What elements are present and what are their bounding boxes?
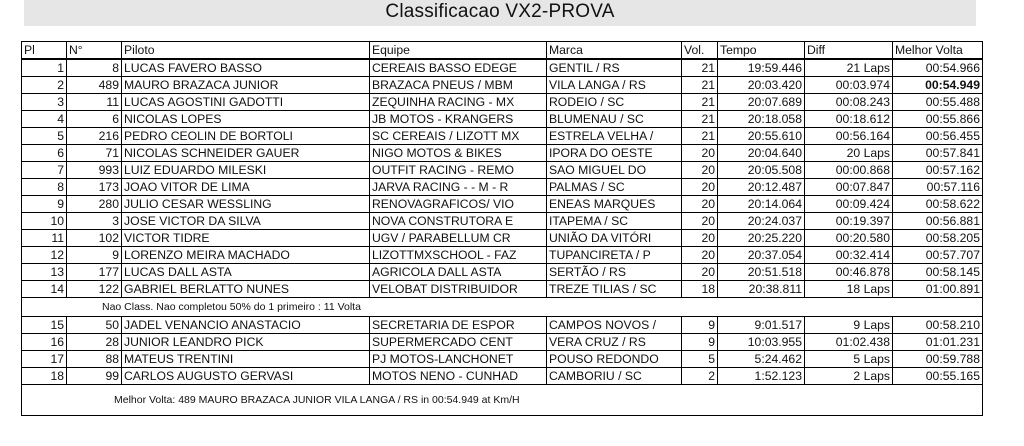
cell-laps: 20 (682, 179, 718, 196)
cell-team: RENOVAGRAFICOS/ VIO (370, 196, 547, 213)
cell-number: 177 (67, 264, 122, 281)
table-row (22, 94, 983, 111)
cell-brand: RODEIO / SC (547, 94, 682, 111)
cell-laps: 21 (682, 128, 718, 145)
cell-pilot: JULIO CESAR WESSLING (122, 196, 370, 213)
cell-number: 71 (67, 145, 122, 162)
cell-laps: 20 (682, 264, 718, 281)
cell-time: 20:12.487 (718, 179, 805, 196)
cell-pilot: MAURO BRAZACA JUNIOR (122, 77, 370, 94)
title-bar (24, 0, 976, 26)
cell-number: 993 (67, 162, 122, 179)
cell-position: 11 (22, 230, 67, 247)
footer-section (22, 385, 983, 416)
cell-laps: 20 (682, 162, 718, 179)
cell-team: ZEQUINHA RACING - MX (370, 94, 547, 111)
cell-position: 5 (22, 128, 67, 145)
cell-pilot: VICTOR TIDRE (122, 230, 370, 247)
cell-team: NIGO MOTOS & BIKES (370, 145, 547, 162)
cell-laps: 21 (682, 77, 718, 94)
table-row (22, 281, 983, 298)
cell-pilot: JUNIOR LEANDRO PICK (122, 334, 370, 351)
cell-best-lap: 00:54.949 (893, 77, 983, 94)
cell-diff: 00:07.847 (805, 179, 893, 196)
cell-laps: 9 (682, 317, 718, 334)
cell-diff: 00:09.424 (805, 196, 893, 213)
cell-brand: ESTRELA VELHA / (547, 128, 682, 145)
cell-pilot: JADEL VENANCIO ANASTACIO (122, 317, 370, 334)
cell-brand: ENEAS MARQUES (547, 196, 682, 213)
cell-brand: SAO MIGUEL DO (547, 162, 682, 179)
cell-best-lap: 00:54.966 (893, 59, 983, 77)
table-row (22, 213, 983, 230)
cell-brand: CAMBORIU / SC (547, 368, 682, 385)
cell-team: LIZOTTMXSCHOOL - FAZ (370, 247, 547, 264)
col-header-pl: Pl (22, 42, 67, 60)
table-row (22, 368, 983, 385)
cell-position: 13 (22, 264, 67, 281)
cell-diff: 5 Laps (805, 351, 893, 368)
cell-time: 20:55.610 (718, 128, 805, 145)
cell-brand: BLUMENAU / SC (547, 111, 682, 128)
cell-number: 6 (67, 111, 122, 128)
cell-best-lap: 00:58.210 (893, 317, 983, 334)
cell-time: 20:37.054 (718, 247, 805, 264)
cell-time: 20:07.689 (718, 94, 805, 111)
cell-pilot: GABRIEL BERLATTO NUNES (122, 281, 370, 298)
cell-best-lap: 00:57.162 (893, 162, 983, 179)
table-row (22, 77, 983, 94)
table-row (22, 179, 983, 196)
cell-brand: GENTIL / RS (547, 59, 682, 77)
cell-position: 9 (22, 196, 67, 213)
cell-best-lap: 01:00.891 (893, 281, 983, 298)
cell-brand: ITAPEMA / SC (547, 213, 682, 230)
cell-team: SECRETARIA DE ESPOR (370, 317, 547, 334)
cell-position: 17 (22, 351, 67, 368)
table-row (22, 230, 983, 247)
table-row (22, 351, 983, 368)
cell-brand: TUPANCIRETA / P (547, 247, 682, 264)
cell-best-lap: 00:56.455 (893, 128, 983, 145)
cell-brand: UNIÃO DA VITÓRI (547, 230, 682, 247)
cell-laps: 20 (682, 213, 718, 230)
cell-time: 20:05.508 (718, 162, 805, 179)
cell-number: 8 (67, 59, 122, 77)
col-header-brand: Marca (547, 42, 682, 60)
cell-diff: 00:46.878 (805, 264, 893, 281)
cell-team: PJ MOTOS-LANCHONET (370, 351, 547, 368)
cell-best-lap: 00:57.841 (893, 145, 983, 162)
cell-pilot: LUCAS DALL ASTA (122, 264, 370, 281)
table-row (22, 334, 983, 351)
cell-position: 8 (22, 179, 67, 196)
cell-laps: 21 (682, 111, 718, 128)
table-row (22, 162, 983, 179)
cell-pilot: CARLOS AUGUSTO GERVASI (122, 368, 370, 385)
cell-number: 280 (67, 196, 122, 213)
cell-diff: 00:00.868 (805, 162, 893, 179)
cell-position: 16 (22, 334, 67, 351)
results-table (21, 41, 983, 416)
cell-laps: 18 (682, 281, 718, 298)
table-row (22, 59, 983, 77)
cell-brand: TREZE TILIAS / SC (547, 281, 682, 298)
cell-time: 20:04.640 (718, 145, 805, 162)
note-section (22, 298, 983, 317)
table-row (22, 247, 983, 264)
cell-time: 19:59.446 (718, 59, 805, 77)
cell-time: 20:25.220 (718, 230, 805, 247)
cell-position: 18 (22, 368, 67, 385)
cell-time: 1:52.123 (718, 368, 805, 385)
col-header-pilot: Piloto (122, 42, 370, 60)
table-row (22, 111, 983, 128)
cell-pilot: LORENZO MEIRA MACHADO (122, 247, 370, 264)
cell-best-lap: 00:57.116 (893, 179, 983, 196)
cell-brand: VERA CRUZ / RS (547, 334, 682, 351)
cell-pilot: LUCAS FAVERO BASSO (122, 59, 370, 77)
cell-best-lap: 00:58.205 (893, 230, 983, 247)
cell-number: 216 (67, 128, 122, 145)
cell-best-lap: 01:01.231 (893, 334, 983, 351)
cell-position: 10 (22, 213, 67, 230)
cell-diff: 20 Laps (805, 145, 893, 162)
cell-diff: 00:20.580 (805, 230, 893, 247)
cell-brand: POUSO REDONDO (547, 351, 682, 368)
cell-best-lap: 00:57.707 (893, 247, 983, 264)
footer-row (22, 385, 983, 416)
col-header-number: N° (67, 42, 122, 60)
cell-time: 5:24.462 (718, 351, 805, 368)
cell-position: 1 (22, 59, 67, 77)
note-text: Nao Class. Nao completou 50% do 1 primeiro : 11 Volta (22, 298, 983, 317)
cell-number: 3 (67, 213, 122, 230)
cell-team: OUTFIT RACING - REMO (370, 162, 547, 179)
cell-pilot: LUIZ EDUARDO MILESKI (122, 162, 370, 179)
col-header-team: Equipe (370, 42, 547, 60)
col-header-best-lap: Melhor Volta (893, 42, 983, 60)
best-lap-summary: Melhor Volta: 489 MAURO BRAZACA JUNIOR VILA LANGA / RS in 00:54.949 at Km/H (22, 385, 983, 416)
cell-best-lap: 00:55.866 (893, 111, 983, 128)
col-header-time: Tempo (718, 42, 805, 60)
cell-pilot: PEDRO CEOLIN DE BORTOLI (122, 128, 370, 145)
cell-diff: 00:08.243 (805, 94, 893, 111)
cell-best-lap: 00:56.881 (893, 213, 983, 230)
cell-team: SC CEREAIS / LIZOTT MX (370, 128, 547, 145)
cell-best-lap: 00:55.165 (893, 368, 983, 385)
cell-diff: 2 Laps (805, 368, 893, 385)
cell-time: 9:01.517 (718, 317, 805, 334)
cell-best-lap: 00:58.145 (893, 264, 983, 281)
cell-team: NOVA CONSTRUTORA E (370, 213, 547, 230)
table-row (22, 196, 983, 213)
classified-rows (22, 59, 983, 298)
cell-pilot: NICOLAS LOPES (122, 111, 370, 128)
col-header-diff: Diff (805, 42, 893, 60)
cell-position: 6 (22, 145, 67, 162)
cell-position: 4 (22, 111, 67, 128)
cell-diff: 00:56.164 (805, 128, 893, 145)
cell-position: 14 (22, 281, 67, 298)
cell-number: 9 (67, 247, 122, 264)
cell-number: 50 (67, 317, 122, 334)
cell-number: 489 (67, 77, 122, 94)
table-row (22, 145, 983, 162)
cell-number: 28 (67, 334, 122, 351)
cell-diff: 18 Laps (805, 281, 893, 298)
cell-best-lap: 00:58.622 (893, 196, 983, 213)
table-row (22, 264, 983, 281)
cell-team: SUPERMERCADO CENT (370, 334, 547, 351)
cell-laps: 9 (682, 334, 718, 351)
cell-time: 10:03.955 (718, 334, 805, 351)
cell-time: 20:24.037 (718, 213, 805, 230)
cell-team: MOTOS NENO - CUNHAD (370, 368, 547, 385)
cell-position: 2 (22, 77, 67, 94)
cell-laps: 20 (682, 145, 718, 162)
table-row (22, 128, 983, 145)
cell-pilot: JOSE VICTOR DA SILVA (122, 213, 370, 230)
cell-time: 20:14.064 (718, 196, 805, 213)
cell-diff: 21 Laps (805, 59, 893, 77)
cell-number: 173 (67, 179, 122, 196)
cell-diff: 00:18.612 (805, 111, 893, 128)
cell-position: 7 (22, 162, 67, 179)
cell-team: JB MOTOS - KRANGERS (370, 111, 547, 128)
cell-team: UGV / PARABELLUM CR (370, 230, 547, 247)
cell-diff: 00:19.397 (805, 213, 893, 230)
cell-number: 102 (67, 230, 122, 247)
cell-laps: 2 (682, 368, 718, 385)
col-header-laps: Vol. (682, 42, 718, 60)
cell-laps: 20 (682, 196, 718, 213)
note-row (22, 298, 983, 317)
cell-number: 11 (67, 94, 122, 111)
cell-position: 3 (22, 94, 67, 111)
cell-best-lap: 00:55.488 (893, 94, 983, 111)
cell-diff: 00:32.414 (805, 247, 893, 264)
cell-laps: 21 (682, 94, 718, 111)
cell-laps: 20 (682, 230, 718, 247)
cell-team: JARVA RACING - - M - R (370, 179, 547, 196)
cell-team: CEREAIS BASSO EDEGE (370, 59, 547, 77)
cell-brand: VILA LANGA / RS (547, 77, 682, 94)
cell-time: 20:03.420 (718, 77, 805, 94)
cell-number: 99 (67, 368, 122, 385)
header-row (22, 42, 983, 60)
cell-number: 88 (67, 351, 122, 368)
cell-brand: SERTÃO / RS (547, 264, 682, 281)
cell-pilot: NICOLAS SCHNEIDER GAUER (122, 145, 370, 162)
cell-laps: 20 (682, 247, 718, 264)
cell-number: 122 (67, 281, 122, 298)
cell-position: 15 (22, 317, 67, 334)
cell-best-lap: 00:59.788 (893, 351, 983, 368)
cell-team: VELOBAT DISTRIBUIDOR (370, 281, 547, 298)
page-title: Classificacao VX2-PROVA (385, 1, 615, 22)
cell-time: 20:38.811 (718, 281, 805, 298)
not-classified-rows (22, 317, 983, 385)
cell-diff: 9 Laps (805, 317, 893, 334)
cell-laps: 21 (682, 59, 718, 77)
cell-pilot: MATEUS TRENTINI (122, 351, 370, 368)
cell-team: AGRICOLA DALL ASTA (370, 264, 547, 281)
cell-pilot: LUCAS AGOSTINI GADOTTI (122, 94, 370, 111)
cell-brand: CAMPOS NOVOS / (547, 317, 682, 334)
cell-diff: 00:03.974 (805, 77, 893, 94)
cell-team: BRAZACA PNEUS / MBM (370, 77, 547, 94)
cell-time: 20:51.518 (718, 264, 805, 281)
cell-pilot: JOAO VITOR DE LIMA (122, 179, 370, 196)
cell-diff: 01:02.438 (805, 334, 893, 351)
cell-brand: PALMAS / SC (547, 179, 682, 196)
cell-laps: 5 (682, 351, 718, 368)
table-row (22, 317, 983, 334)
cell-position: 12 (22, 247, 67, 264)
cell-brand: IPORA DO OESTE (547, 145, 682, 162)
cell-time: 20:18.058 (718, 111, 805, 128)
